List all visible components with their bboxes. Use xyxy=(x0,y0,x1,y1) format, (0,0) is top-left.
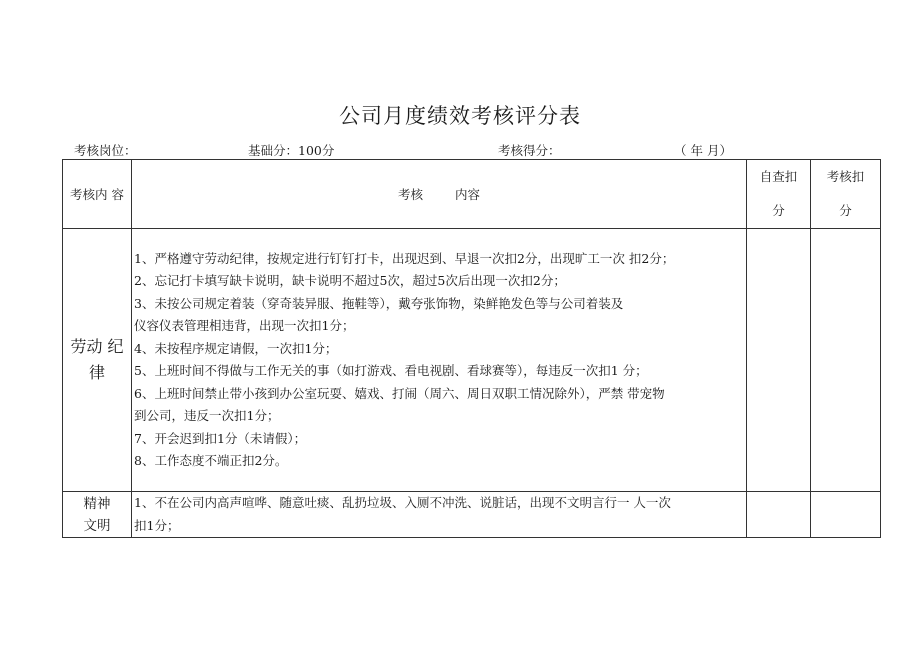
self-check-cell[interactable] xyxy=(747,229,811,492)
category-cell xyxy=(63,229,132,492)
list-item: 1、严格遵守劳动纪律，按规定进行钉钉打卡，出现迟到、早退一次扣2分，出现旷工一次 扣2分； xyxy=(134,250,675,266)
table-row xyxy=(63,492,881,538)
category-line: 律 xyxy=(88,363,105,382)
category-line: 劳动 纪 xyxy=(70,337,124,356)
list-item: 8、工作态度不端正扣2分。 xyxy=(134,453,288,468)
period-label: （ 年 月） xyxy=(674,143,732,158)
header-self-check xyxy=(747,160,811,229)
page-title: 公司月度绩效考核评分表 xyxy=(339,104,581,128)
self-check-cell[interactable] xyxy=(747,492,811,538)
table-row xyxy=(63,229,881,492)
content-cell xyxy=(132,229,747,492)
header-deduct xyxy=(811,160,881,229)
header-self-check-line1: 自查扣 xyxy=(759,169,798,184)
list-item: 仪容仪表管理相违背，出现一次扣1分； xyxy=(134,318,355,333)
list-item: 3、未按公司规定着装（穿奇装异服、拖鞋等），戴夸张饰物，染鲜艳发色等与公司着装及 xyxy=(134,295,624,311)
list-item: 2、忘记打卡填写缺卡说明，缺卡说明不超过5次，超过5次后出现一次扣2分； xyxy=(134,273,566,288)
deduct-cell[interactable] xyxy=(811,229,881,492)
header-row xyxy=(63,160,881,229)
header-deduct-line2: 分 xyxy=(839,203,852,218)
category-line: 文明 xyxy=(83,517,111,534)
header-category: 考核内 容 xyxy=(63,160,132,229)
deduct-cell[interactable] xyxy=(811,492,881,538)
post-label: 考核岗位： xyxy=(74,143,137,158)
header-content: 考核 内容 xyxy=(132,160,747,229)
evaluation-table xyxy=(62,159,881,538)
list-item: 5、上班时间不得做与工作无关的事（如打游戏、看电视剧、看球赛等），每违反一次扣1 分； xyxy=(134,363,648,378)
base-score-label: 基础分：100分 xyxy=(248,143,335,158)
header-self-check-line2: 分 xyxy=(772,203,785,218)
category-line: 精神 xyxy=(83,495,111,512)
category-cell xyxy=(63,492,132,538)
header-deduct-line1: 考核扣 xyxy=(826,169,865,184)
score-label: 考核得分： xyxy=(498,143,561,158)
list-item: 扣1分； xyxy=(134,517,180,533)
list-item: 1、不在公司内高声喧哗、随意吐痰、乱扔垃圾、入厕不冲洗、说脏话，出现不文明言行一 人一次 xyxy=(134,495,671,510)
list-item: 到公司，违反一次扣1分； xyxy=(134,408,280,423)
list-item: 7、开会迟到扣1分（未请假）； xyxy=(134,430,307,446)
list-item: 4、未按程序规定请假，一次扣1分； xyxy=(134,340,338,356)
list-item: 6、上班时间禁止带小孩到办公室玩耍、嬉戏、打闹（周六、周日双职工情况除外），严禁 带宠物 xyxy=(134,385,665,401)
content-cell xyxy=(132,492,747,538)
